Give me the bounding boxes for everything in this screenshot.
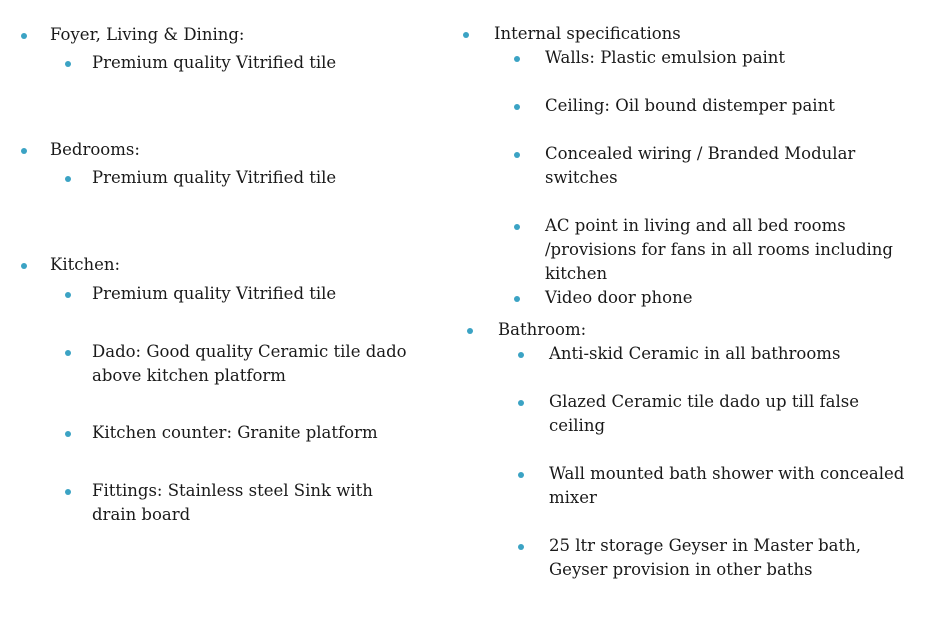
list-item: Ceiling: Oil bound distemper paint bbox=[545, 96, 835, 115]
bullet-icon bbox=[65, 350, 71, 356]
section-heading-foyer: Foyer, Living & Dining: bbox=[50, 25, 245, 44]
bullet-icon bbox=[467, 328, 473, 334]
bullet-icon bbox=[65, 61, 71, 67]
list-item: Dado: Good quality Ceramic tile dado above kitchen platform bbox=[92, 342, 407, 385]
list-item: Glazed Ceramic tile dado up till false ceiling bbox=[549, 392, 860, 435]
list-item: AC point in living and all bed rooms /provisions for fans in all rooms including kitchen bbox=[545, 216, 893, 283]
list-item: 25 ltr storage Geyser in Master bath, Geyser provision in other baths bbox=[549, 536, 862, 579]
list-item: Video door phone bbox=[545, 288, 693, 307]
list-item: Concealed wiring / Branded Modular switches bbox=[545, 144, 856, 187]
section-heading-bedrooms: Bedrooms: bbox=[50, 140, 140, 159]
bullet-icon bbox=[518, 400, 524, 406]
list-item: Kitchen counter: Granite platform bbox=[92, 423, 378, 442]
bullet-icon bbox=[65, 176, 71, 182]
list-item: Premium quality Vitrified tile bbox=[92, 168, 337, 187]
bullet-icon bbox=[514, 152, 520, 158]
list-item: Wall mounted bath shower with concealed mixer bbox=[549, 464, 905, 507]
bullet-icon bbox=[518, 472, 524, 478]
section-heading-bathroom: Bathroom: bbox=[498, 320, 587, 339]
bullet-icon bbox=[65, 292, 71, 298]
list-item: Fittings: Stainless steel Sink with drain board bbox=[92, 481, 373, 524]
bullet-icon bbox=[514, 56, 520, 62]
section-heading-internal: Internal specifications bbox=[494, 24, 681, 43]
bullet-icon bbox=[514, 224, 520, 230]
bullet-icon bbox=[518, 544, 524, 550]
bullet-icon bbox=[65, 489, 71, 495]
bullet-icon bbox=[514, 296, 520, 302]
section-heading-kitchen: Kitchen: bbox=[50, 255, 121, 274]
bullet-icon bbox=[518, 352, 524, 358]
list-item: Anti-skid Ceramic in all bathrooms bbox=[549, 344, 841, 363]
bullet-icon bbox=[463, 32, 469, 38]
bullet-icon bbox=[21, 33, 27, 39]
bullet-icon bbox=[21, 263, 27, 269]
bullet-icon bbox=[65, 431, 71, 437]
list-item: Premium quality Vitrified tile bbox=[92, 284, 337, 303]
list-item: Premium quality Vitrified tile bbox=[92, 53, 337, 72]
list-item: Walls: Plastic emulsion paint bbox=[545, 48, 786, 67]
bullet-icon bbox=[21, 148, 27, 154]
bullet-icon bbox=[514, 104, 520, 110]
